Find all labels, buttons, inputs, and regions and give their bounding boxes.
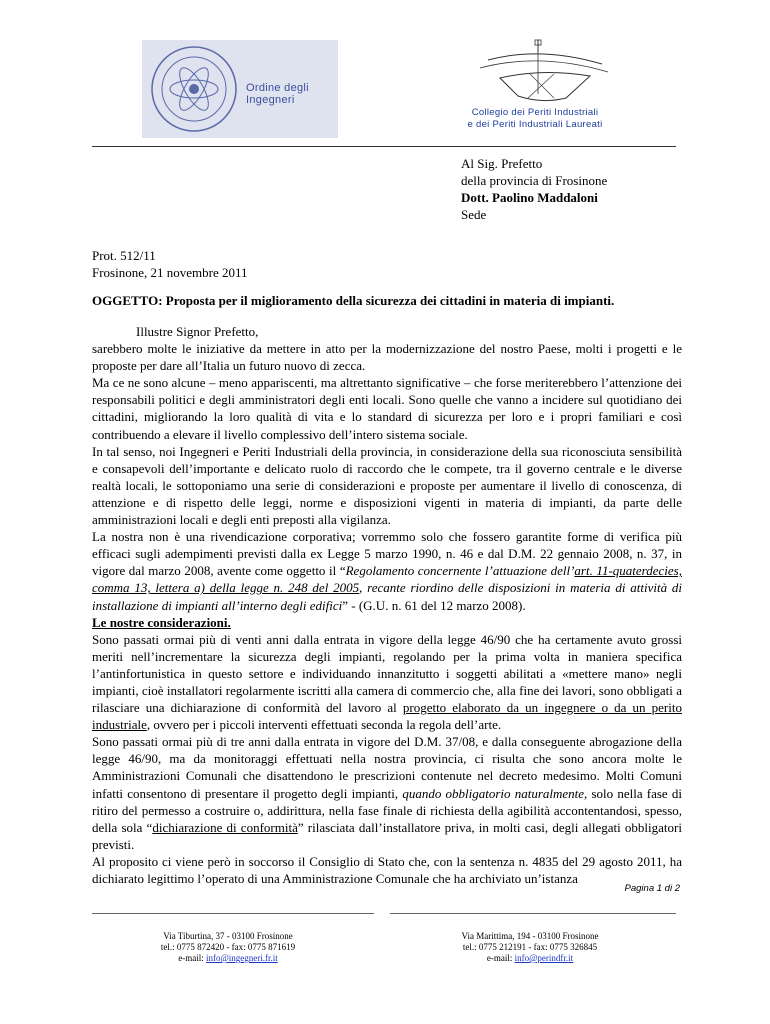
footer-right-email-label: e-mail: [486,953,515,963]
paragraph-3: In tal senso, noi Ingegneri e Periti Industriali della provincia, in considerazione della sua riconosciuta sensibilità e consapevoli dell’importante e delicato ruolo di raccordo che le compete, tra il governo centrale e le diverse realtà locali, le sottoponiamo una serie di considerazioni e proposte per aumentare il livello di conoscenza, di attenzione e di rispetto delle leggi, norme e disposizioni vigenti in materia di impianti, da parte delle amministrazioni locali e degli enti preposti alla vigilanza. [92,443,682,528]
protocol-number: Prot. 512/11 [92,248,156,263]
footer-divider-right [390,913,676,914]
ordine-ingegneri-logo [142,40,338,138]
addressee-name: Dott. Paolino Maddaloni [461,190,598,205]
periti-helicopter-icon [470,38,610,106]
paragraph-6 [92,733,682,853]
p6-text-b: , solo nella fase di ritiro del permesso a costruire o, addirittura, nella fase finale di richiesta della agibilità accontentandosi, spesso, della sola “ [92,785,682,835]
section-heading: Le nostre considerazioni. [92,614,231,630]
addressee-line2: della provincia di Frosinone [461,173,608,188]
footer-right-phone: tel.: 0775 212191 - fax: 0775 326845 [462,942,598,952]
protocol-block [92,247,248,281]
footer-left-phone: tel.: 0775 872420 - fax: 0775 871619 [160,942,296,952]
footer-right-email-row [390,953,670,964]
p6-text-c: ” rilasciata dall’installatore priva, in molti casi, degli allegati obbligatori previsti. [92,819,682,852]
paragraph-1: sarebbero molte le iniziative da mettere in atto per la modernizzazione del nostro Paese, molti i progetti e le proposte per dare all’Italia un futuro nuovo di zecca. [92,341,682,374]
addressee-line1: Al Sig. Prefetto [461,156,543,171]
footer-right [390,931,670,964]
p6-italic: quando obbligatorio naturalmente [402,785,585,801]
footer-right-address: Via Marittima, 194 - 03100 Frosinone [461,931,599,941]
paragraph-5 [92,631,682,734]
footer-left-email-row [88,953,368,964]
salutation: Illustre Signor Prefetto, [136,324,259,339]
p4-text-a: La nostra non è una rivendicazione corporativa; vorremmo solo che fossero garantite forme di verifica più efficaci sugli adempimenti previsti dalla ex Legge 5 marzo 1990, n. 46 e dal D.M. 22 gennaio 2008, n. 37, in vigore dal marzo 2008, avente come oggetto il “ [92,529,682,579]
org-right-line2: e dei Periti Industriali Laureati [467,119,603,130]
periti-org-name [430,107,640,131]
paragraph-4 [92,528,682,613]
addressee-block [461,155,607,223]
ingegneri-seal-icon [142,40,246,138]
header-divider [92,146,676,147]
p6-text-a: Sono passati ormai più di tre anni dalla entrata in vigore del D.M. 37/08, e dalla conseguente abrogazione della legge 46/90, ma da monitoraggi effettuati nella nostra provincia, ci risulta che sono ancora molte le Amministrazioni Comunali che disattendono le prescrizioni contenute nel decreto medesimo. Molti Comuni infatti consentono di presentare il progetto degli impianti, [92,734,682,801]
org-right-line1: Collegio dei Periti Industriali [471,107,599,118]
footer-right-email-link[interactable]: info@perindfr.it [514,953,574,963]
footer-left [88,931,368,964]
org-left-line1: Ordine degli [246,82,309,94]
place-date: Frosinone, 21 novembre 2011 [92,265,248,280]
letter-body [92,323,682,887]
footer-divider-left [92,913,374,914]
p5-text-a: Sono passati ormai più di venti anni dalla entrata in vigore della legge 46/90 che ha certamente avuto grossi meriti nell’incrementare la sicurezza degli impianti, regolando per la prima volta in maniera specifica l’antinfortunistica in questo settore e individuando innanzitutto i soggetti abilitati a «mettere mano» negli impianti, cioè installatori regolarmente iscritti alla camera di commercio che, alla fine dei lavori, sono obbligati a rilasciare una dichiarazione di conformità del lavoro al [92,631,682,716]
p4-text-b: ” - (G.U. n. 61 del 12 marzo 2008). [342,597,526,613]
p6-underlined: dichiarazione di conformità [152,819,298,835]
p5-text-b: , ovvero per i piccoli interventi effettuati seconda la regola dell’arte. [146,717,502,733]
addressee-line4: Sede [461,207,487,222]
subject-line: OGGETTO: Proposta per il miglioramento della sicurezza dei cittadini in materia di impianti. [92,293,615,308]
paragraph-2: Ma ce ne sono alcune – meno appariscenti, ma altrettanto significative – che forse meriterebbero l’attenzione dei responsabili politici e degli amministratori degli enti locali. Sono quelle che vanno a incidere sul quotidiano dei cittadini, migliorando la loro qualità di vita e lo standard di sicurezza per loro e i propri familiari e così contribuendo a elevare il livello complessivo dell’intero sistema sociale. [92,375,682,442]
paragraph-7: Al proposito ci viene però in soccorso il Consiglio di Stato che, con la sentenza n. 4835 del 29 agosto 2011, ha dichiarato legittimo l’operato di una Amministrazione Comunale che ha archiviato un’istanza [92,853,682,886]
footer-left-address: Via Tiburtina, 37 - 03100 Frosinone [163,931,293,941]
p4-law-reference: art. 11-quaterdecies, comma 13, lettera a) della legge n. 248 del 2005 [92,563,682,596]
p4-italic-2: , recante riordino delle disposizioni in materia di attività di installazione di impianti all’interno degli edifici [92,580,683,613]
p4-italic-1: Regolamento concernente l’attuazione dell’ [345,563,575,579]
org-left-line2: Ingegneri [246,94,295,106]
page-number: Pagina 1 di 2 [624,883,680,894]
p5-underlined: progetto elaborato da un ingegnere o da un perito industriale [92,700,682,733]
footer-left-email-link[interactable]: info@ingegneri.fr.it [205,953,278,963]
footer-left-email-label: e-mail: [178,953,206,963]
